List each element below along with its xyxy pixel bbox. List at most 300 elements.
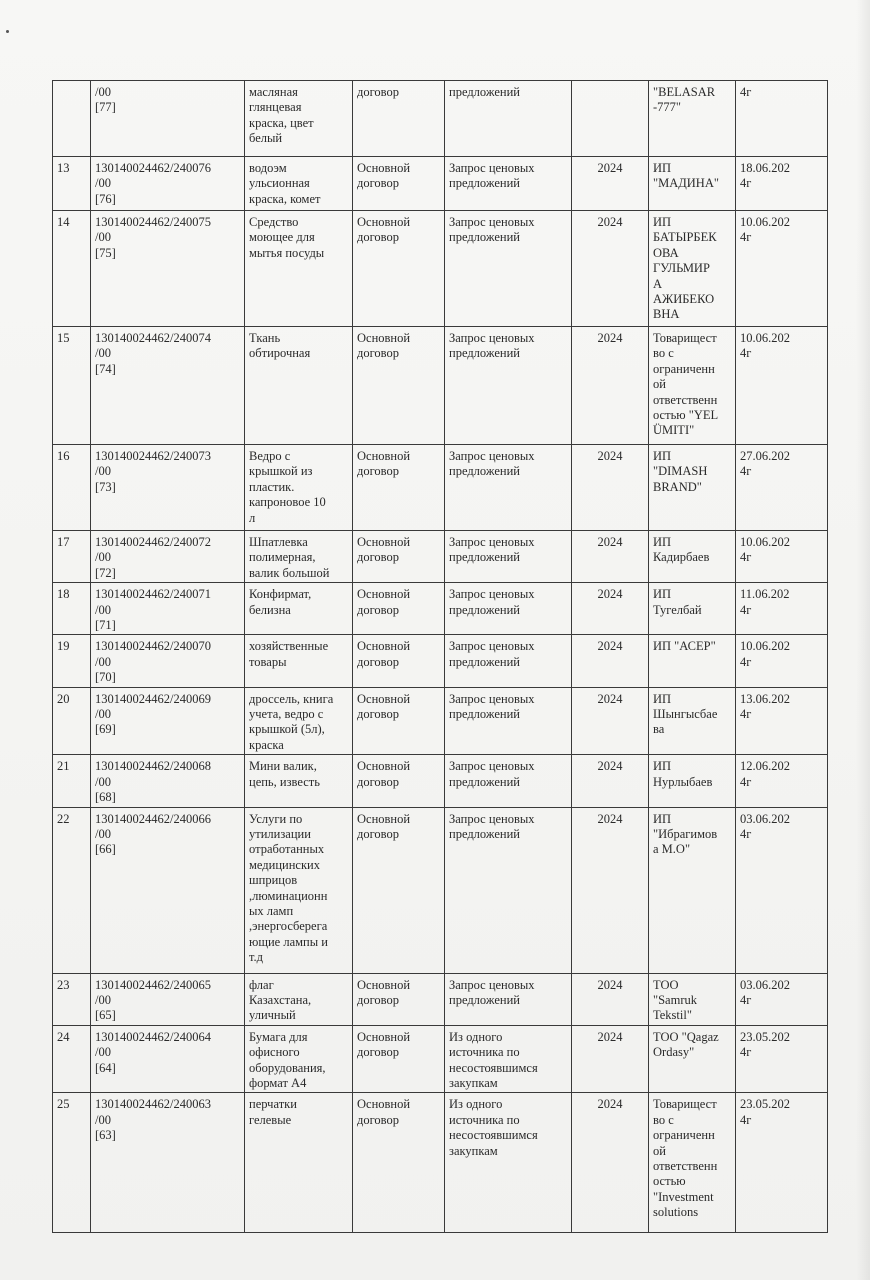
contract-date-cell (736, 211, 828, 327)
contract-year-cell (572, 687, 649, 755)
procurement-method-line: источника по (449, 1045, 520, 1060)
contract-date-line: 18.06.202 (740, 161, 790, 175)
contract-date-line: 03.06.202 (740, 811, 790, 826)
contract-code-line: /00 (95, 230, 111, 245)
supplier-name-cell (649, 81, 736, 157)
contract-year-cell (572, 807, 649, 973)
item-name-cell (245, 211, 353, 327)
contracts-table-body (53, 81, 828, 1233)
row-number: 13 (57, 161, 70, 175)
contract-date-line: 10.06.202 (740, 639, 790, 654)
item-name-line: белизна (249, 602, 291, 617)
contract-type-cell (353, 327, 445, 445)
contract-type-line: Основной (357, 977, 411, 992)
procurement-method-line: Из одного (449, 1029, 503, 1044)
contract-code-cell (91, 807, 245, 973)
contract-date-line: 11.06.202 (740, 587, 790, 602)
procurement-method-line: предложений (449, 346, 520, 361)
item-name-line: белый (249, 131, 283, 146)
contract-code-cell (91, 755, 245, 807)
contract-type-line: договор (357, 992, 399, 1007)
contract-code-line: [63] (95, 1128, 116, 1143)
contract-type-cell (353, 211, 445, 327)
item-name-line: пластик. (249, 479, 295, 494)
contract-code-line: [70] (95, 670, 116, 685)
contract-code-cell (91, 1025, 245, 1093)
contract-year-cell (572, 583, 649, 635)
item-name-line: крышкой из (249, 464, 313, 479)
table-row (53, 973, 828, 1025)
supplier-name-line: ИП (653, 535, 672, 549)
procurement-method-cell (445, 807, 572, 973)
contract-year-cell (572, 157, 649, 211)
contract-date-line: 23.05.202 (740, 1097, 790, 1112)
page-edge-shadow (856, 0, 870, 1280)
contract-code-line: /00 (95, 1112, 111, 1127)
item-name-line: гелевые (249, 1112, 292, 1127)
contract-code-line: [66] (95, 842, 116, 857)
contract-date-line: 10.06.202 (740, 535, 790, 549)
row-number: 16 (57, 449, 70, 463)
contract-year-cell (572, 531, 649, 583)
contract-date-line: 4г (740, 346, 752, 361)
row-number: 23 (57, 977, 70, 992)
item-name-line: Ведро с (249, 449, 291, 463)
contract-type-line: договор (357, 774, 399, 789)
supplier-name-line: Ordasy" (653, 1045, 695, 1060)
procurement-method-line: закупкам (449, 1075, 498, 1090)
contract-code-line: [69] (95, 722, 116, 737)
contract-code-line: 130140024462/240063 (95, 1097, 211, 1112)
table-row (53, 1093, 828, 1233)
procurement-method-line: предложений (449, 550, 520, 565)
item-name-cell (245, 973, 353, 1025)
contract-code-line: /00 (95, 346, 111, 361)
contract-code-line: [76] (95, 191, 116, 206)
item-name-line: ,энергосберега (249, 919, 328, 934)
contract-date-line: 4г (740, 550, 752, 565)
contract-type-line: договор (357, 230, 399, 245)
item-name-line: медицинских (249, 857, 320, 872)
supplier-name-line: ÜMITI" (653, 423, 695, 438)
contract-type-cell (353, 755, 445, 807)
contract-type-line: договор (357, 85, 399, 99)
supplier-name-cell (649, 973, 736, 1025)
contract-date-cell (736, 807, 828, 973)
procurement-method-line: Запрос ценовых (449, 587, 535, 602)
contract-code-line: [65] (95, 1008, 116, 1023)
table-row (53, 81, 828, 157)
supplier-name-line: BRAND" (653, 479, 702, 494)
item-name-cell (245, 445, 353, 531)
supplier-name-line: ИП (653, 759, 672, 774)
contract-date-cell (736, 327, 828, 445)
supplier-name-line: "BELASAR (653, 85, 716, 99)
item-name-cell (245, 755, 353, 807)
contract-date-cell (736, 583, 828, 635)
supplier-name-line: Нурлыбаев (653, 774, 713, 789)
contract-year-cell (572, 81, 649, 157)
supplier-name-line: во с (653, 346, 674, 361)
table-row (53, 1025, 828, 1093)
contract-type-line: Основной (357, 535, 411, 549)
procurement-method-line: Запрос ценовых (449, 691, 535, 706)
contract-year: 2024 (597, 587, 623, 602)
contract-type-line: Основной (357, 161, 411, 175)
contract-date-line: 4г (740, 654, 752, 669)
contract-date-cell (736, 81, 828, 157)
procurement-method-line: Запрос ценовых (449, 759, 535, 774)
contract-year-cell (572, 755, 649, 807)
procurement-method-cell (445, 583, 572, 635)
contract-date-cell (736, 1025, 828, 1093)
contract-year: 2024 (597, 639, 623, 654)
row-number: 21 (57, 759, 70, 774)
supplier-name-line: ИП (653, 215, 672, 229)
procurement-method-line: Запрос ценовых (449, 331, 535, 345)
contract-date-line: 4г (740, 992, 752, 1007)
row-number: 17 (57, 535, 70, 549)
contract-year-cell (572, 1025, 649, 1093)
item-name-cell (245, 531, 353, 583)
contract-year-cell (572, 635, 649, 687)
contract-code-line: [74] (95, 361, 116, 376)
procurement-method-cell (445, 81, 572, 157)
supplier-name-cell (649, 157, 736, 211)
row-number-cell (53, 687, 91, 755)
item-name-cell (245, 807, 353, 973)
procurement-method-line: предложений (449, 464, 520, 479)
supplier-name-line: ой (653, 377, 666, 392)
procurement-method-line: источника по (449, 1112, 520, 1127)
table-row (53, 157, 828, 211)
row-number: 18 (57, 587, 70, 602)
supplier-name-line: а М.О" (653, 842, 691, 857)
supplier-name-cell (649, 807, 736, 973)
procurement-method-line: закупкам (449, 1143, 498, 1158)
contract-code-line: /00 (95, 707, 111, 722)
table-row (53, 755, 828, 807)
item-name-line: валик большой (249, 565, 330, 580)
procurement-method-cell (445, 157, 572, 211)
contract-date-line: 4г (740, 464, 752, 479)
item-name-line: полимерная, (249, 550, 316, 565)
contract-year: 2024 (597, 1097, 623, 1112)
contract-type-cell (353, 1025, 445, 1093)
contract-type-cell (353, 635, 445, 687)
item-name-line: т.д (249, 950, 264, 965)
procurement-method-line: несостоявшимся (449, 1060, 538, 1075)
contract-type-line: договор (357, 464, 399, 479)
row-number: 19 (57, 639, 70, 654)
item-name-line: водоэм (249, 161, 287, 175)
item-name-cell (245, 81, 353, 157)
contract-code-cell (91, 973, 245, 1025)
row-number: 20 (57, 691, 70, 706)
procurement-method-cell (445, 973, 572, 1025)
item-name-line: уличный (249, 1008, 296, 1023)
supplier-name-line: ИП "АСЕР" (653, 639, 716, 654)
procurement-method-line: предложений (449, 85, 520, 99)
item-name-line: товары (249, 654, 287, 669)
contract-code-cell (91, 327, 245, 445)
contract-code-cell (91, 445, 245, 531)
row-number-cell (53, 755, 91, 807)
contract-year: 2024 (597, 811, 623, 826)
item-name-line: утилизации (249, 826, 311, 841)
contract-code-line: [72] (95, 565, 116, 580)
procurement-method-line: предложений (449, 826, 520, 841)
contract-year: 2024 (597, 449, 623, 463)
item-name-line: краска (249, 737, 284, 752)
row-number: 15 (57, 331, 70, 345)
contract-code-line: 130140024462/240064 (95, 1029, 211, 1044)
contract-type-cell (353, 973, 445, 1025)
contracts-table (52, 80, 828, 1233)
table-row (53, 531, 828, 583)
item-name-line: цепь, известь (249, 774, 320, 789)
contract-type-line: Основной (357, 331, 411, 345)
row-number-cell (53, 973, 91, 1025)
procurement-method-line: предложений (449, 707, 520, 722)
contract-year: 2024 (597, 691, 623, 706)
contract-date-line: 4г (740, 774, 752, 789)
supplier-name-cell (649, 1025, 736, 1093)
supplier-name-line: Шынгысбае (653, 707, 718, 722)
table-row (53, 687, 828, 755)
contract-type-cell (353, 807, 445, 973)
contract-type-cell (353, 445, 445, 531)
contract-type-line: договор (357, 826, 399, 841)
contract-code-line: /00 (95, 176, 111, 191)
supplier-name-line: Тугелбай (653, 602, 702, 617)
contract-code-cell (91, 531, 245, 583)
supplier-name-line: ой (653, 1143, 666, 1158)
contract-type-cell (353, 81, 445, 157)
supplier-name-line: ИП (653, 691, 672, 706)
supplier-name-line: ответственн (653, 392, 718, 407)
row-number-cell (53, 635, 91, 687)
item-name-line: ,люминационн (249, 888, 328, 903)
contract-type-line: договор (357, 1112, 399, 1127)
contract-date-line: 03.06.202 (740, 977, 790, 992)
scan-speck (6, 30, 9, 33)
procurement-method-cell (445, 445, 572, 531)
procurement-method-line: Из одного (449, 1097, 503, 1112)
row-number: 14 (57, 215, 70, 229)
item-name-line: ульсионная (249, 176, 310, 191)
contract-year: 2024 (597, 977, 623, 992)
contract-type-line: договор (357, 550, 399, 565)
row-number-cell (53, 583, 91, 635)
item-name-line: капроновое 10 (249, 495, 326, 510)
contract-code-cell (91, 211, 245, 327)
supplier-name-cell (649, 531, 736, 583)
supplier-name-line: ВНА (653, 307, 680, 322)
contract-code-line: 130140024462/240069 (95, 691, 211, 706)
procurement-method-cell (445, 755, 572, 807)
procurement-method-line: Запрос ценовых (449, 215, 535, 229)
procurement-method-line: предложений (449, 602, 520, 617)
procurement-method-cell (445, 687, 572, 755)
item-name-cell (245, 635, 353, 687)
procurement-method-line: Запрос ценовых (449, 811, 535, 826)
item-name-line: крышкой (5л), (249, 722, 325, 737)
supplier-name-line: остью (653, 1174, 686, 1189)
contract-year: 2024 (597, 161, 623, 175)
item-name-line: оборудования, (249, 1060, 326, 1075)
contract-code-line: 130140024462/240065 (95, 977, 211, 992)
contract-date-line: 27.06.202 (740, 449, 790, 463)
procurement-method-line: предложений (449, 230, 520, 245)
supplier-name-line: ИП (653, 161, 672, 175)
contract-type-cell (353, 687, 445, 755)
supplier-name-line: "Investment (653, 1189, 714, 1204)
supplier-name-cell (649, 755, 736, 807)
supplier-name-cell (649, 327, 736, 445)
contract-code-line: /00 (95, 85, 111, 99)
supplier-name-cell (649, 445, 736, 531)
supplier-name-line: "DIMASH (653, 464, 708, 479)
contract-type-line: Основной (357, 691, 411, 706)
contract-code-line: /00 (95, 550, 111, 565)
contract-type-cell (353, 157, 445, 211)
contract-date-cell (736, 1093, 828, 1233)
supplier-name-line: ограниченн (653, 1128, 715, 1143)
item-name-line: Средство (249, 215, 299, 229)
contract-date-cell (736, 755, 828, 807)
item-name-line: ых ламп (249, 903, 294, 918)
contract-type-line: Основной (357, 1097, 411, 1112)
procurement-method-cell (445, 531, 572, 583)
item-name-line: шприцов (249, 873, 298, 888)
contract-code-line: 130140024462/240072 (95, 535, 211, 549)
contract-type-line: договор (357, 602, 399, 617)
table-row (53, 445, 828, 531)
contract-type-line: Основной (357, 811, 411, 826)
contract-type-line: договор (357, 707, 399, 722)
contract-date-cell (736, 687, 828, 755)
procurement-method-line: предложений (449, 176, 520, 191)
procurement-method-line: несостоявшимся (449, 1128, 538, 1143)
supplier-name-line: во с (653, 1112, 674, 1127)
supplier-name-line: "Ибрагимов (653, 826, 718, 841)
supplier-name-line: "МАДИНА" (653, 176, 719, 191)
procurement-method-line: Запрос ценовых (449, 639, 535, 654)
item-name-line: дроссель, книга (249, 691, 334, 706)
contract-code-cell (91, 1093, 245, 1233)
procurement-method-line: Запрос ценовых (449, 535, 535, 549)
supplier-name-cell (649, 1093, 736, 1233)
contract-year-cell (572, 445, 649, 531)
item-name-cell (245, 327, 353, 445)
contract-type-cell (353, 1093, 445, 1233)
item-name-line: краска, цвет (249, 115, 314, 130)
procurement-method-cell (445, 1025, 572, 1093)
contract-date-line: 13.06.202 (740, 691, 790, 706)
supplier-name-line: А (653, 276, 663, 291)
supplier-name-line: ИП (653, 811, 672, 826)
contract-code-line: 130140024462/240070 (95, 639, 211, 654)
contract-date-cell (736, 445, 828, 531)
supplier-name-line: Товарищест (653, 1097, 717, 1112)
item-name-line: глянцевая (249, 100, 302, 115)
item-name-line: хозяйственные (249, 639, 329, 654)
contract-date-line: 10.06.202 (740, 331, 790, 345)
contract-year: 2024 (597, 215, 623, 229)
contract-date-line: 4г (740, 602, 752, 617)
contract-type-cell (353, 531, 445, 583)
contract-date-cell (736, 635, 828, 687)
contract-code-line: /00 (95, 1045, 111, 1060)
contract-year-cell (572, 211, 649, 327)
procurement-method-line: предложений (449, 774, 520, 789)
item-name-line: Казахстана, (249, 992, 312, 1007)
contract-year: 2024 (597, 535, 623, 549)
contract-type-line: договор (357, 1045, 399, 1060)
item-name-cell (245, 1025, 353, 1093)
row-number-cell (53, 1025, 91, 1093)
table-row (53, 211, 828, 327)
table-row (53, 807, 828, 973)
contract-year: 2024 (597, 331, 623, 345)
contract-code-line: /00 (95, 602, 111, 617)
supplier-name-line: ва (653, 722, 665, 737)
procurement-method-cell (445, 1093, 572, 1233)
item-name-cell (245, 157, 353, 211)
item-name-line: учета, ведро с (249, 707, 324, 722)
contract-code-line: [75] (95, 245, 116, 260)
item-name-line: Шпатлевка (249, 535, 308, 549)
item-name-line: Мини валик, (249, 759, 317, 774)
contract-date-line: 4г (740, 707, 752, 722)
item-name-line: отработанных (249, 842, 325, 857)
row-number: 24 (57, 1029, 70, 1044)
contract-code-line: [77] (95, 100, 116, 115)
contract-type-line: Основной (357, 759, 411, 774)
supplier-name-line: АЖИБЕКО (653, 292, 715, 307)
contract-date-line: 4г (740, 176, 752, 191)
contract-date-line: 10.06.202 (740, 215, 790, 229)
procurement-method-line: Запрос ценовых (449, 449, 535, 463)
contract-type-line: Основной (357, 1029, 411, 1044)
contract-code-cell (91, 81, 245, 157)
row-number-cell (53, 807, 91, 973)
contract-type-line: Основной (357, 449, 411, 463)
supplier-name-line: Tekstil" (653, 1008, 692, 1023)
contract-type-line: договор (357, 346, 399, 361)
contract-date-line: 23.05.202 (740, 1029, 790, 1044)
contract-code-line: /00 (95, 774, 111, 789)
contract-year-cell (572, 1093, 649, 1233)
contract-type-line: договор (357, 176, 399, 191)
item-name-line: Услуги по (249, 811, 303, 826)
supplier-name-line: Товарищест (653, 331, 717, 345)
item-name-line: Ткань (249, 331, 281, 345)
supplier-name-cell (649, 583, 736, 635)
contract-code-line: 130140024462/240074 (95, 331, 211, 345)
supplier-name-line: "Samruk (653, 992, 697, 1007)
contract-code-cell (91, 635, 245, 687)
item-name-line: мытья посуды (249, 245, 325, 260)
contract-year: 2024 (597, 1029, 623, 1044)
supplier-name-line: -777" (653, 100, 682, 115)
contract-year-cell (572, 973, 649, 1025)
item-name-line: Бумага для (249, 1029, 308, 1044)
table-row (53, 583, 828, 635)
procurement-method-line: Запрос ценовых (449, 977, 535, 992)
procurement-method-line: предложений (449, 654, 520, 669)
